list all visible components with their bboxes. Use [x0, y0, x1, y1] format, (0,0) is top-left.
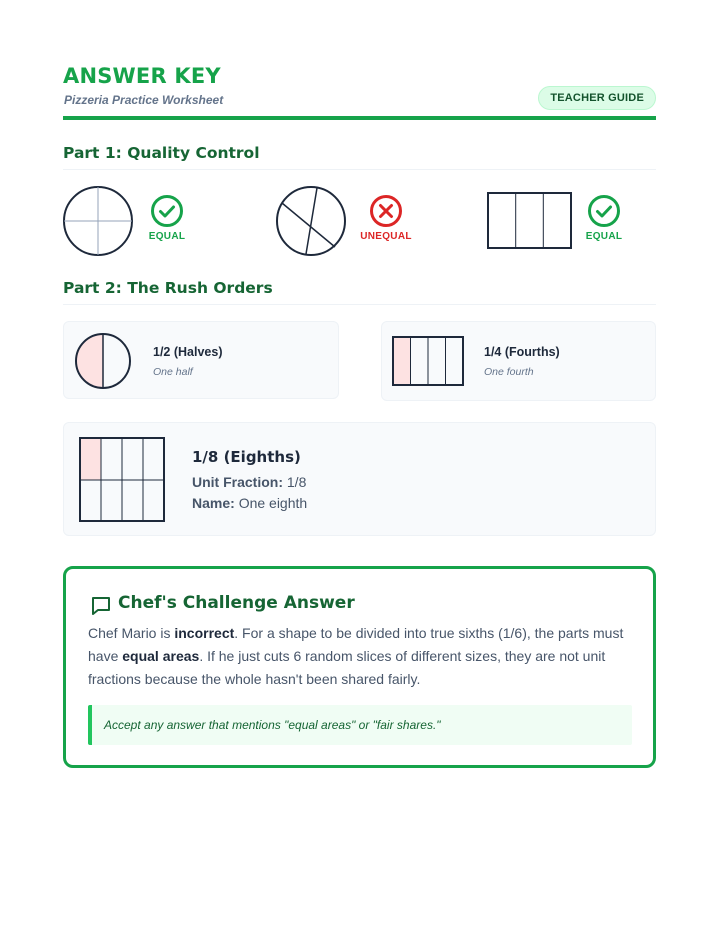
qc-status-label: UNEQUAL — [360, 231, 412, 242]
check-circle-icon — [150, 194, 184, 228]
challenge-title: Chef's Challenge Answer — [118, 593, 355, 613]
qc-status-label: EQUAL — [148, 231, 186, 242]
qc-status-label: EQUAL — [585, 231, 623, 242]
check-circle-icon — [587, 194, 621, 228]
answer-text-part: . For a shape to be divided into true sixths (1/6), the parts must have — [88, 625, 624, 664]
circle-uneven-shape — [275, 184, 347, 258]
card-fourths — [381, 321, 656, 401]
qc-item-rectangle-thirds — [487, 184, 657, 258]
card-fraction-name: One fourth — [484, 366, 534, 378]
header — [63, 62, 656, 120]
unit-fraction-value: 1/8 — [286, 474, 307, 490]
answer-text-part: . If he just cuts 6 random slices of different sizes, they are not unit fractions because the whole hasn't been shared fairly. — [88, 648, 606, 687]
challenge-answer-text — [88, 622, 634, 691]
card-eighths — [63, 422, 656, 536]
name-label: Name: — [192, 495, 235, 511]
qc-item-circle-fourths — [63, 184, 193, 258]
card-fraction-label: 1/4 (Fourths) — [484, 345, 560, 359]
part1-heading: Part 1: Quality Control — [63, 144, 656, 170]
qc-item-circle-uneven — [275, 184, 415, 258]
eighths-unit-fraction — [192, 474, 306, 490]
card-fraction-name: One half — [153, 366, 193, 378]
page-subtitle: Pizzeria Practice Worksheet — [64, 93, 224, 107]
qc-status-3 — [572, 194, 636, 242]
rectangle-fourths-shape — [392, 336, 466, 388]
qc-status-2 — [354, 194, 418, 242]
qc-status-1 — [135, 194, 199, 242]
x-circle-icon — [369, 194, 403, 228]
answer-emphasis: incorrect — [174, 625, 235, 641]
eighths-name — [192, 495, 307, 511]
part2-heading: Part 2: The Rush Orders — [63, 279, 656, 305]
circle-halves-shape — [74, 332, 134, 390]
answer-emphasis: equal areas — [122, 648, 200, 664]
answer-text-part: Chef Mario is — [88, 625, 175, 641]
circle-fourths-shape — [63, 184, 135, 258]
eighths-fraction-label: 1/8 (Eighths) — [192, 448, 301, 466]
grading-note: Accept any answer that mentions "equal areas" or "fair shares." — [88, 705, 632, 745]
page-title: ANSWER KEY — [63, 64, 221, 88]
name-value: One eighth — [238, 495, 308, 511]
rectangle-eighths-shape — [79, 437, 167, 523]
chat-bubble-icon — [90, 595, 112, 617]
teacher-guide-badge: TEACHER GUIDE — [538, 86, 656, 110]
card-fraction-label: 1/2 (Halves) — [153, 345, 223, 359]
card-halves — [63, 321, 339, 399]
unit-fraction-label: Unit Fraction: — [192, 474, 283, 490]
chefs-challenge-box — [63, 566, 656, 768]
rectangle-thirds-shape — [487, 184, 573, 258]
